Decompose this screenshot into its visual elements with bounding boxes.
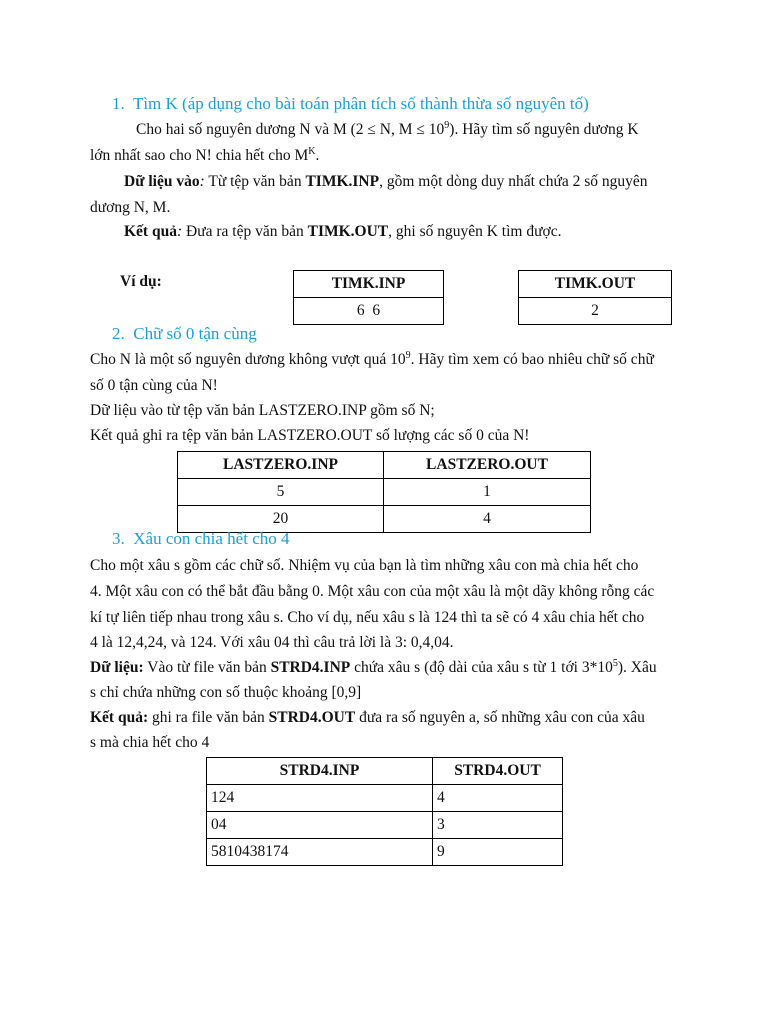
section-2-title: Chữ số 0 tận cùng <box>133 324 257 343</box>
strd4-header-inp: STRD4.INP <box>207 758 433 785</box>
strd4-header-out: STRD4.OUT <box>433 758 563 785</box>
input-filename: STRD4.INP <box>270 659 351 676</box>
section-3-para-4: 4 là 12,4,24, và 124. Với xâu 04 thì câu trả lời là 3: 0,4,04. <box>90 634 454 651</box>
section-2-line-3: Dữ liệu vào từ tệp văn bản LASTZERO.INP gồm số N; <box>90 402 435 419</box>
output-label: Kết quả: <box>90 709 149 726</box>
lastzero-table <box>177 451 591 533</box>
input-label: Dữ liệu vào <box>124 173 200 190</box>
section-1-input-line-2: dương N, M. <box>90 199 171 216</box>
section-1-number: 1. <box>112 94 125 113</box>
table-cell: 9 <box>433 839 563 866</box>
section-3-number: 3. <box>112 529 125 548</box>
table-cell: 124 <box>207 785 433 812</box>
input-filename: TIMK.INP <box>305 173 380 190</box>
section-1-heading <box>112 94 589 114</box>
output-filename: TIMK.OUT <box>307 223 389 240</box>
timk-inp-value: 6 6 <box>294 298 444 325</box>
section-2-line-1: Cho N là một số nguyên dương không vượt quá $10^9$. Hãy tìm xem có bao nhiêu chữ số chữ <box>90 350 654 368</box>
timk-out-value: 2 <box>519 298 672 325</box>
timk-out-table <box>518 270 672 325</box>
section-3-input-line: Dữ liệu: Vào từ file văn bản STRD4.INP chứa xâu s (độ dài của xâu s từ 1 tới $3*10^5$). Xâu <box>90 658 657 676</box>
section-3-input-line-2: s chỉ chứa những con số thuộc khoảng [0,9] <box>90 684 362 701</box>
section-3-title: Xâu con chia hết cho 4 <box>133 529 290 548</box>
input-label: Dữ liệu: <box>90 659 144 676</box>
table-cell: 04 <box>207 812 433 839</box>
section-3-para-3: kí tự liên tiếp nhau trong xâu s. Cho ví dụ, nếu xâu s là 124 thì ta sẽ có 4 xâu chia hết cho <box>90 609 645 626</box>
table-cell: 5 <box>178 479 384 506</box>
strd4-table <box>206 757 563 866</box>
timk-inp-table <box>293 270 444 325</box>
section-3-output-line: Kết quả: ghi ra file văn bản STRD4.OUT đưa ra số nguyên a, số những xâu con của xâu <box>90 709 645 726</box>
table-row <box>207 785 563 812</box>
section-2-number: 2. <box>112 324 125 343</box>
timk-out-header: TIMK.OUT <box>519 271 672 298</box>
table-cell: 4 <box>433 785 563 812</box>
output-label: Kết quả <box>124 223 177 240</box>
example-label: Ví dụ: <box>120 273 162 290</box>
table-cell: 1 <box>384 479 591 506</box>
timk-inp-header: TIMK.INP <box>294 271 444 298</box>
lastzero-header-out: LASTZERO.OUT <box>384 452 591 479</box>
section-2-heading <box>112 324 257 344</box>
table-row <box>207 812 563 839</box>
section-3-output-line-2: s mà chia hết cho 4 <box>90 734 210 751</box>
section-1-input-line: Dữ liệu vào: Từ tệp văn bản TIMK.INP, gồm một dòng duy nhất chứa 2 số nguyên <box>124 173 648 190</box>
lastzero-header-inp: LASTZERO.INP <box>178 452 384 479</box>
output-filename: STRD4.OUT <box>268 709 356 726</box>
section-3-heading <box>112 529 290 549</box>
section-1-problem-line-1: Cho hai số nguyên dương N và M (2 ≤ N, $M \le 10^9$). Hãy tìm số nguyên dương K <box>136 120 639 138</box>
table-cell: 5810438174 <box>207 839 433 866</box>
table-row <box>207 839 563 866</box>
section-1-title: Tìm K (áp dụng cho bài toán phân tích số thành thừa số nguyên tố) <box>132 94 589 113</box>
table-cell: 20 <box>178 506 384 533</box>
section-1-output-line: Kết quả: Đưa ra tệp văn bản TIMK.OUT, ghi số nguyên K tìm được. <box>124 223 562 240</box>
table-row <box>178 479 591 506</box>
table-cell: 4 <box>384 506 591 533</box>
section-2-line-2: số 0 tận cùng của N! <box>90 377 218 394</box>
section-1-problem-line-2: lớn nhất sao cho N! chia hết cho $M^K$. <box>90 146 320 164</box>
section-3-para-1: Cho một xâu s gồm các chữ số. Nhiệm vụ của bạn là tìm những xâu con mà chia hết cho <box>90 557 639 574</box>
table-cell: 3 <box>433 812 563 839</box>
section-2-line-4: Kết quả ghi ra tệp văn bản LASTZERO.OUT số lượng các số 0 của N! <box>90 427 530 444</box>
section-3-para-2: 4. Một xâu con có thể bắt đầu bằng 0. Một xâu con của một xâu là một dãy không rỗng các <box>90 583 655 600</box>
